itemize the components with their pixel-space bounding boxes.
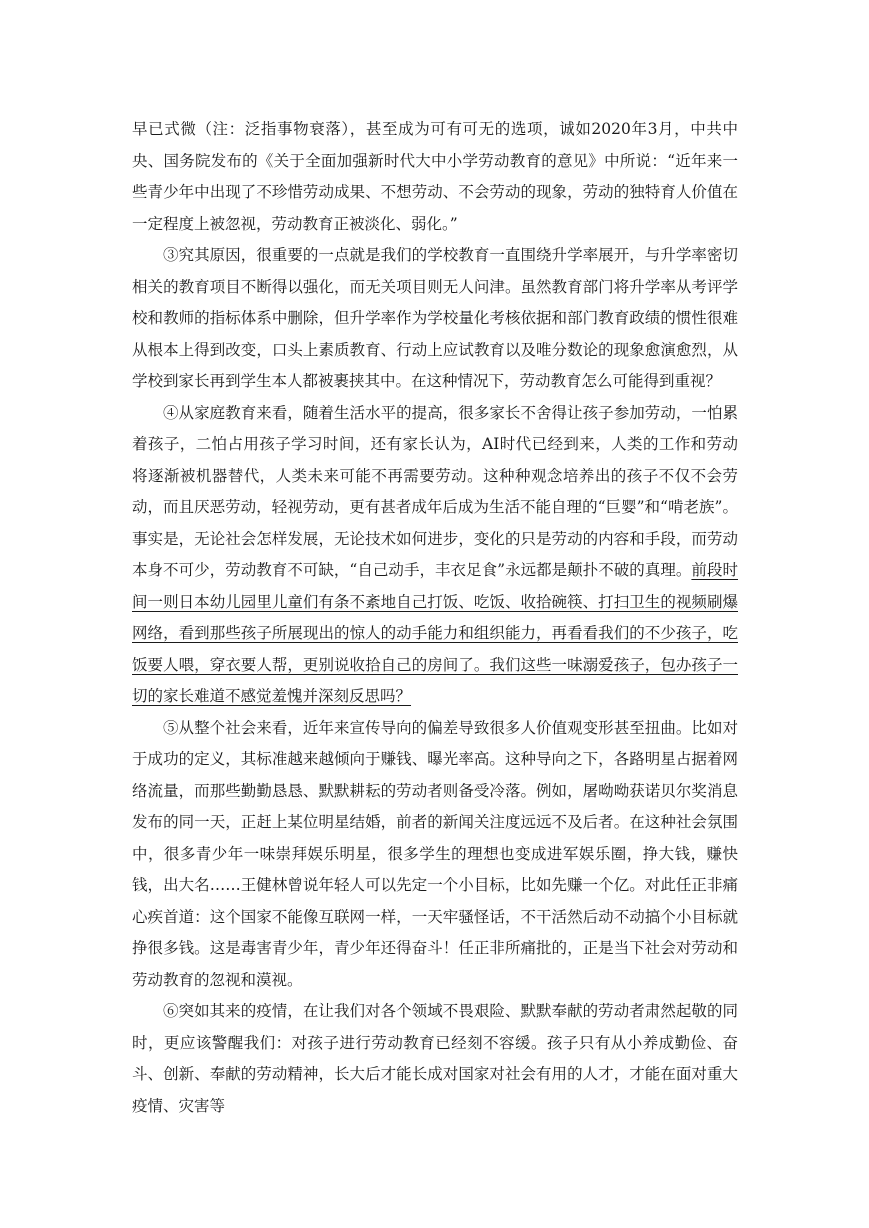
paragraph-3 xyxy=(132,240,738,398)
paragraph-text: ③究其原因，很重要的一点就是我们的学校教育一直围绕升学率展开，与升学率密切相关的教育项目不断得以强化，而无关项目则无人问津。虽然教育部门将升学率从考评学校和教师的指标体系中删除，但升学率作为学校量化考核依据和部门教育政绩的惯性很难从根本上得到改变，口头上素质教育、行动上应试教育以及唯分数论的现象愈演愈烈，从学校到家长再到学生本人都被裹挟其中。在这种情况下，劳动教育怎么可能得到重视？ xyxy=(132,246,738,390)
paragraph-6 xyxy=(132,996,738,1122)
paragraph-text: ⑥突如其来的疫情，在让我们对各个领域不畏艰险、默默奉献的劳动者肃然起敬的同时，更应该警醒我们：对孩子进行劳动教育已经刻不容缓。孩子只有从小养成勤俭、奋斗、创新、奉献的劳动精神，长大后才能长成对国家对社会有用的人才，才能在面对重大疫情、灾害等 xyxy=(132,1002,738,1115)
article-body xyxy=(132,114,738,1122)
paragraph-text: 早已式微（注：泛指事物衰落），甚至成为可有可无的选项，诚如2020年3月，中共中央、国务院发布的《关于全面加强新时代大中小学劳动教育的意见》中所说：“近年来一些青少年中出现了不珍惜劳动成果、不想劳动、不会劳动的现象，劳动的独特育人价值在一定程度上被忽视，劳动教育正被淡化、弱化。” xyxy=(132,120,738,233)
paragraph-text: ④从家庭教育来看，随着生活水平的提高，很多家长不舍得让孩子参加劳动，一怕累着孩子，二怕占用孩子学习时间，还有家长认为，AI时代已经到来，人类的工作和劳动将逐渐被机器替代，人类未来可能不再需要劳动。这种种观念培养出的孩子不仅不会劳动，而且厌恶劳动，轻视劳动，更有甚者成年后成为生活不能自理的“巨婴”和“啃老族”。事实是，无论社会怎样发展，无论技术如何进步，变化的只是劳动的内容和手段，而劳动本身不可少，劳动教育不可缺，“自己动手，丰衣足食”永远都是颠扑不破的真理。 xyxy=(132,403,738,579)
paragraph-5 xyxy=(132,713,738,997)
paragraph-4 xyxy=(132,398,738,713)
paragraph-text: ⑤从整个社会来看，近年来宣传导向的偏差导致很多人价值观变形甚至扭曲。比如对于成功的定义，其标准越来越倾向于赚钱、曝光率高。这种导向之下，各路明星占据着网络流量，而那些勤勤恳恳、默默耕耘的劳动者则备受冷落。例如，屠呦呦获诺贝尔奖消息发布的同一天，正赶上某位明星结婚，前者的新闻关注度远远不及后者。在这种社会氛围中，很多青少年一味崇拜娱乐明星，很多学生的理想也变成进军娱乐圈，挣大钱，赚快钱，出大名……王健林曾说年轻人可以先定一个小目标，比如先赚一个亿。对此任正非痛心疾首道：这个国家不能像互联网一样，一天牢骚怪话，不干活然后动不动搞个小目标就挣很多钱。这是毒害青少年，青少年还得奋斗！任正非所痛批的，正是当下社会对劳动和劳动教育的忽视和漠视。 xyxy=(132,718,738,989)
paragraph-continuation xyxy=(132,114,738,240)
underlined-passage: 前段时间一则日本幼儿园里儿童们有条不紊地自己打饭、吃饭、收拾碗筷、打扫卫生的视频刷爆网络，看到那些孩子所展现出的惊人的动手能力和组织能力，再看看我们的不少孩子，吃饭要人喂，穿衣要人帮，更别说收拾自己的房间了。我们这些一味溺爱孩子，包办孩子一切的家长难道不感觉羞愧并深刻反思吗？ xyxy=(132,561,738,705)
